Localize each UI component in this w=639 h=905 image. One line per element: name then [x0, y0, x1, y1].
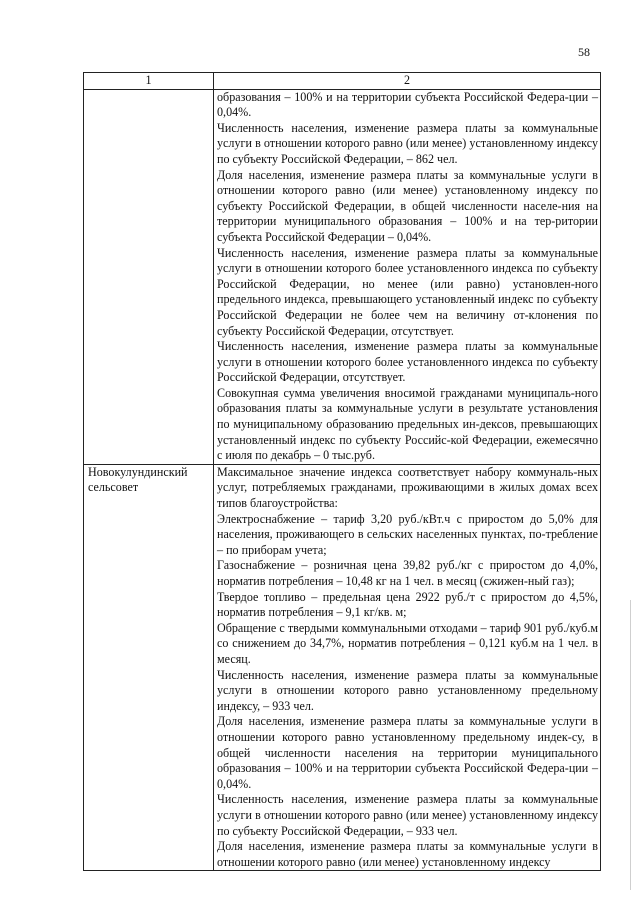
paragraph: Обращение с твердыми коммунальными отходами – тариф 901 руб./куб.м со снижением до 34,7%, норматив потребления – 0,121 куб.м на 1 чел. в месяц. — [217, 620, 598, 666]
paragraph: Газоснабжение – розничная цена 39,82 руб./кг с приростом до 4,0%, норматив потребления – 10,48 кг на 1 чел. в месяц (сжижен-ный газ); — [217, 558, 598, 588]
scan-edge-line — [630, 600, 631, 890]
paragraph: Численность населения, изменение размера платы за коммунальные услуги в отношении которого равно установленному предельному индексу, – 933 чел. — [217, 667, 598, 713]
paragraph: Твердое топливо – предельная цена 2922 руб./т с приростом до 4,5%, норматив потребления – 9,1 кг/кв. м; — [217, 589, 598, 620]
table-row — [84, 464, 601, 870]
tariff-table — [83, 72, 601, 871]
paragraph: Численность населения, изменение размера платы за коммунальные услуги в отношении которого равно (или менее) установленному индексу по субъекту Российской Федерации, – 862 чел. — [217, 120, 598, 166]
column-header-2: 2 — [214, 73, 601, 90]
indicators-cell — [214, 464, 601, 870]
paragraph: Электроснабжение – тариф 3,20 руб./кВт.ч с приростом до 5,0% для населения, проживающего в сельских населенных пунктах, по-требление – по приборам учета; — [217, 511, 598, 557]
page-number: 58 — [578, 45, 590, 59]
paragraph: Численность населения, изменение размера платы за коммунальные услуги в отношении которого более установленного индекса по субъекту Российской Федерации, отсутствует. — [217, 339, 598, 385]
paragraph: Численность населения, изменение размера платы за коммунальные услуги в отношении которого более установленного индекса по субъекту Российской Федерации, но менее (или равно) установлен-ного предельного индекса, превышающего установленный индекс по субъекту Российской Федерации не более чем на величину от-клонения по субъекту Российской Федерации, отсутствует. — [217, 245, 598, 338]
paragraph: образования – 100% и на территории субъекта Российской Федера-ции – 0,04%. — [217, 89, 598, 120]
paragraph: Максимальное значение индекса соответствует набору коммуналь-ных услуг, потребляемых гражданами, проживающими в жилых домах всех типов благоустройства: — [217, 464, 598, 511]
paragraph: Совокупная сумма увеличения вносимой гражданами муниципаль-ного образования платы за коммунальные услуги в результате установления по муниципальному образованию предельных ин-дексов, превышающих установленный индекс по субъекту Российс-кой Федерации, ежемесячно с июля по декабрь – 0 тыс.руб. — [217, 385, 598, 463]
municipality-cell — [84, 89, 214, 464]
table-header-row — [84, 73, 601, 90]
municipality-cell: Новокулундинский сельсовет — [84, 464, 214, 870]
table-row — [84, 89, 601, 464]
column-header-1: 1 — [84, 73, 214, 90]
paragraph: Численность населения, изменение размера платы за коммунальные услуги в отношении которого равно (или менее) установленному индексу по субъекту Российской Федерации, – 933 чел. — [217, 792, 598, 838]
indicators-cell — [214, 89, 601, 464]
paragraph: Доля населения, изменение размера платы за коммунальные услуги в отношении которого равно установленному предельному индек-су, в общей численности населения на территории муниципального образования – 100% и на территории субъекта Российской Федера-ции – 0,04%. — [217, 714, 598, 791]
paragraph: Доля населения, изменение размера платы за коммунальные услуги в отношении которого равно (или менее) установленному индексу по субъекту Российской Федерации, в общей численности населе-ния на территории муниципального образования – 100% и на тер-ритории субъекта Российской Федерации – 0,04%. — [217, 167, 598, 244]
paragraph: Доля населения, изменение размера платы за коммунальные услуги в отношении которого равно (или менее) установленному индексу — [217, 839, 598, 869]
